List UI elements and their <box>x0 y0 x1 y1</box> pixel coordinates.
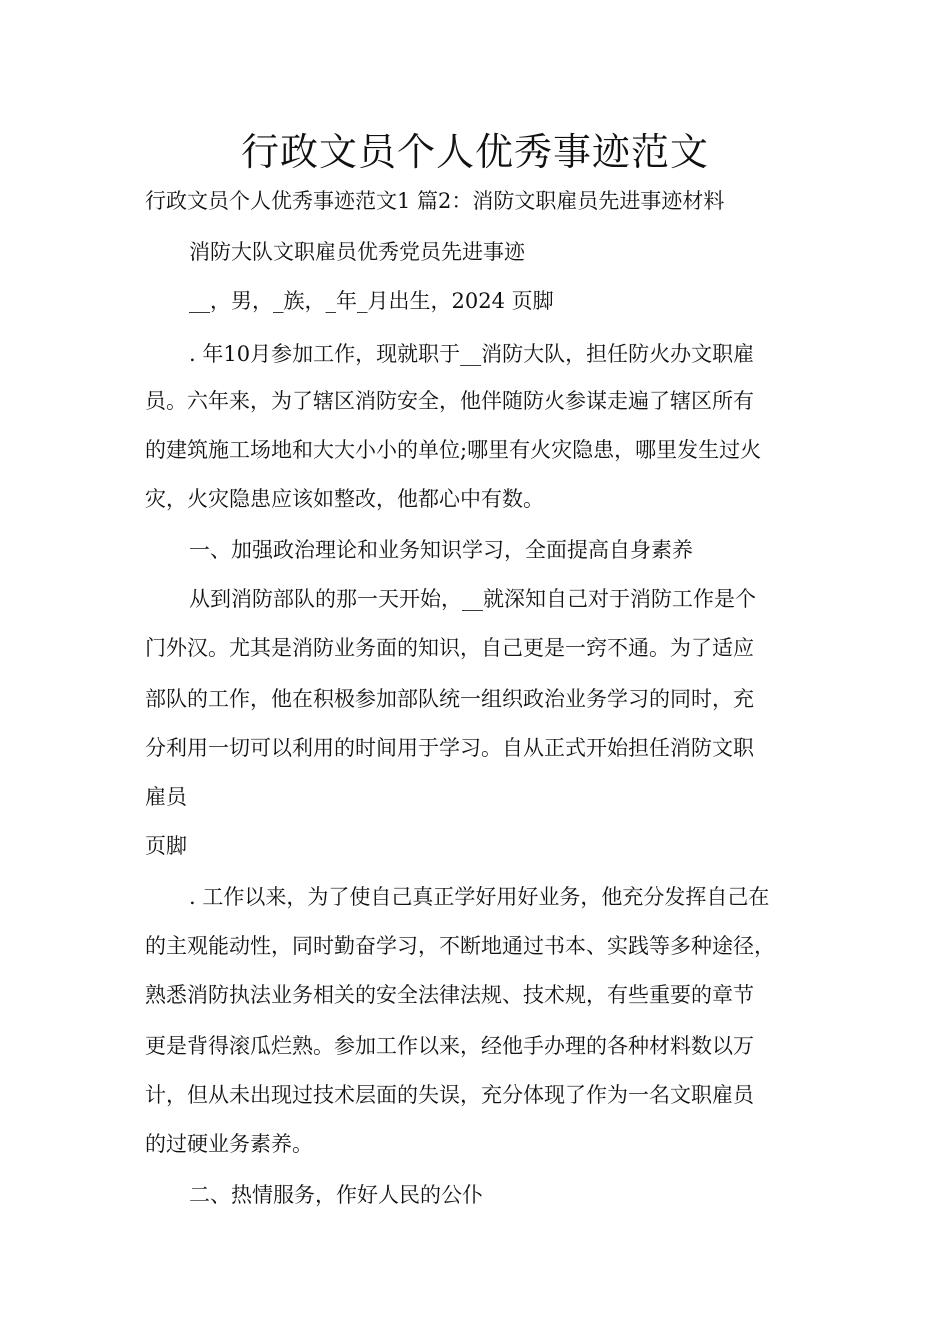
paragraph-line: 计，但从未出现过技术层面的失误，充分体现了作为一名文职雇员 <box>145 1083 754 1107</box>
paragraph-line: 消防大队文职雇员优秀党员先进事迹 <box>189 240 525 264</box>
paragraph-line: 雇员 <box>145 785 187 809</box>
paragraph-line: 分利用一切可以利用的时间用于学习。自从正式开始担任消防文职 <box>145 736 754 760</box>
page-footer-text: 页脚 <box>145 834 187 858</box>
paragraph-line: 熟悉消防执法业务相关的安全法律法规、技术规，有些重要的章节 <box>145 983 754 1007</box>
paragraph-line: . 工作以来，为了使自己真正学好用好业务，他充分发挥自己在 <box>189 885 770 909</box>
paragraph-line: 的主观能动性，同时勤奋学习，不断地通过书本、实践等多种途径， <box>145 934 775 958</box>
paragraph-line: 部队的工作，他在积极参加部队统一组织政治业务学习的同时，充 <box>145 687 754 711</box>
document-title: 行政文员个人优秀事迹范文 <box>240 130 709 174</box>
section-heading: 二、热情服务，作好人民的公仆 <box>189 1183 483 1207</box>
paragraph-line: . 年10月参加工作，现就职于__消防大队，担任防火办文职雇 <box>189 342 755 366</box>
paragraph-line: 灾，火灾隐患应该如整改，他都心中有数。 <box>145 487 544 511</box>
paragraph-line: __，男，_族，_年_月出生，2024 页脚 <box>189 289 554 313</box>
paragraph-line: 从到消防部队的那一天开始，__就深知自己对于消防工作是个 <box>189 587 756 611</box>
paragraph-line: 的过硬业务素养。 <box>145 1132 313 1156</box>
section-heading: 一、加强政治理论和业务知识学习，全面提高自身素养 <box>189 538 693 562</box>
paragraph-line: 的建筑施工场地和大大小小的单位;哪里有火灾隐患，哪里发生过火 <box>145 438 762 462</box>
paragraph-line: 更是背得滚瓜烂熟。参加工作以来，经他手办理的各种材料数以万 <box>145 1034 754 1058</box>
paragraph-line: 门外汉。尤其是消防业务面的知识，自己更是一窍不通。为了适应 <box>145 636 754 660</box>
paragraph-line: 行政文员个人优秀事迹范文1 篇2：消防文职雇员先进事迹材料 <box>145 189 725 213</box>
paragraph-line: 员。六年来，为了辖区消防安全，他伴随防火参谋走遍了辖区所有 <box>145 389 754 413</box>
